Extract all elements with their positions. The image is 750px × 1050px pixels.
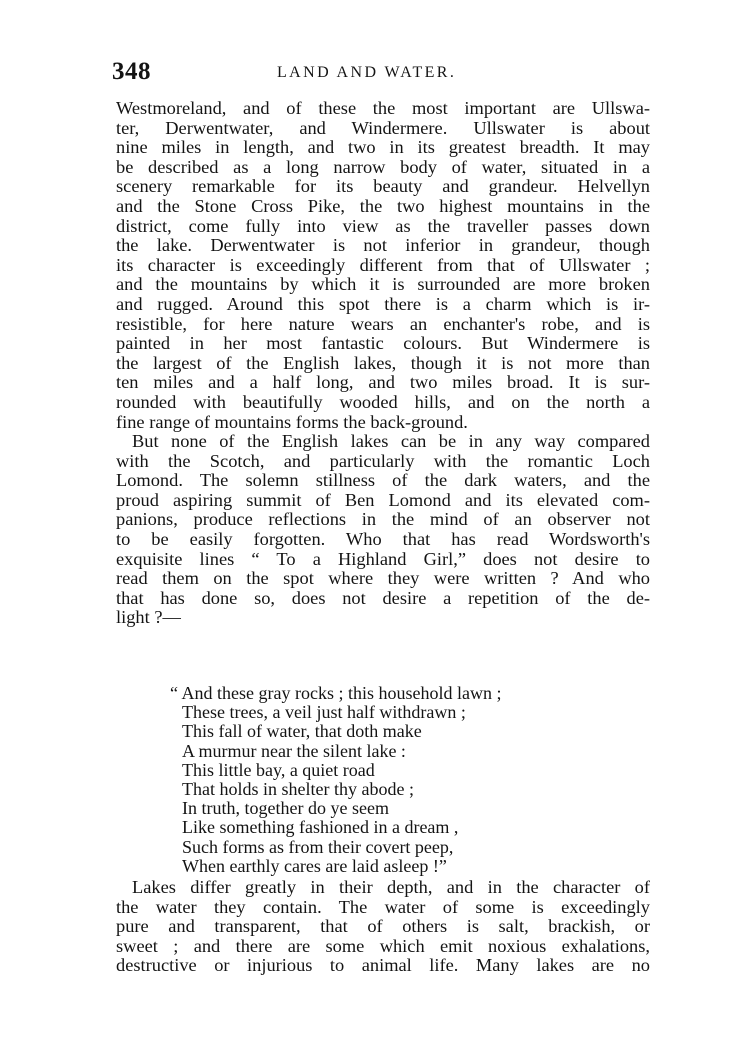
poem-line: That holds in shelter thy abode ; <box>182 778 414 799</box>
text-line: ter, Derwentwater, and Windermere. Ullswater is about <box>116 117 650 138</box>
poem-line: Such forms as from their covert peep, <box>182 836 454 857</box>
text-line: and the mountains by which it is surrounded are more broken <box>116 274 650 295</box>
text-line: fine range of mountains forms the back-ground. <box>116 411 468 432</box>
text-line: light ?— <box>116 607 181 628</box>
poem-line: These trees, a veil just half withdrawn ; <box>182 702 466 723</box>
text-line: exquisite lines “ To a Highland Girl,” does not desire to <box>116 548 650 569</box>
text-line: destructive or injurious to animal life. Many lakes are no <box>116 955 650 976</box>
text-line: nine miles in length, and two in its greatest breadth. It may <box>116 137 650 158</box>
poem-line: “ And these gray rocks ; this household lawn ; <box>170 683 502 703</box>
text-line: read them on the spot where they were written ? And who <box>116 568 650 589</box>
text-line: and rugged. Around this spot there is a charm which is ir- <box>116 293 650 314</box>
text-line: with the Scotch, and particularly with the romantic Loch <box>116 450 650 471</box>
paragraph-3 <box>116 878 650 976</box>
text-line: the water they contain. The water of some is exceedingly <box>116 896 650 917</box>
page-header <box>112 58 652 90</box>
poem-line: When earthly cares are laid asleep !” <box>182 855 447 876</box>
text-line: Westmoreland, and of these the most important are Ullswa- <box>116 98 650 118</box>
text-line: sweet ; and there are some which emit noxious exhalations, <box>116 935 650 956</box>
poem-line: A murmur near the silent lake : <box>182 740 406 761</box>
text-line: pure and transparent, that of others is salt, brackish, or <box>116 916 650 937</box>
poem-line: This fall of water, that doth make <box>182 721 422 742</box>
text-line: be described as a long narrow body of water, situated in a <box>116 156 650 177</box>
running-title: LAND AND WATER. <box>277 64 457 81</box>
body-text <box>116 99 650 628</box>
page-number: 348 <box>112 58 151 85</box>
text-line: scenery remarkable for its beauty and grandeur. Helvellyn <box>116 176 650 197</box>
poem-line: Like something fashioned in a dream , <box>182 817 459 838</box>
text-line: district, come fully into view as the traveller passes down <box>116 215 650 236</box>
text-line: painted in her most fantastic colours. But Windermere is <box>116 333 650 354</box>
text-line: panions, produce reflections in the mind of an observer not <box>116 509 650 530</box>
text-line: that has done so, does not desire a repetition of the de- <box>116 587 650 608</box>
paragraph-1 <box>116 99 650 432</box>
text-line: to be easily forgotten. Who that has read Wordsworth's <box>116 529 650 550</box>
poem-quotation <box>170 684 590 876</box>
text-line: proud aspiring summit of Ben Lomond and its elevated com- <box>116 489 650 510</box>
text-line: and the Stone Cross Pike, the two highest mountains in the <box>116 195 650 216</box>
text-line: resistible, for here nature wears an enchanter's robe, and is <box>116 313 650 334</box>
text-line: Lakes differ greatly in their depth, and in the character of <box>132 877 650 897</box>
text-line: But none of the English lakes can be in any way compared <box>132 431 650 452</box>
text-line: the lake. Derwentwater is not inferior in grandeur, though <box>116 235 650 256</box>
text-line: rounded with beautifully wooded hills, and on the north a <box>116 391 650 412</box>
text-line: Lomond. The solemn stillness of the dark waters, and the <box>116 470 650 491</box>
poem-line: In truth, together do ye seem <box>182 798 389 819</box>
poem-line: This little bay, a quiet road <box>182 759 375 780</box>
paragraph-2 <box>116 432 650 628</box>
text-line: ten miles and a half long, and two miles broad. It is sur- <box>116 372 650 393</box>
text-line: its character is exceedingly different from that of Ullswater ; <box>116 254 650 275</box>
text-line: the largest of the English lakes, though it is not more than <box>116 352 650 373</box>
